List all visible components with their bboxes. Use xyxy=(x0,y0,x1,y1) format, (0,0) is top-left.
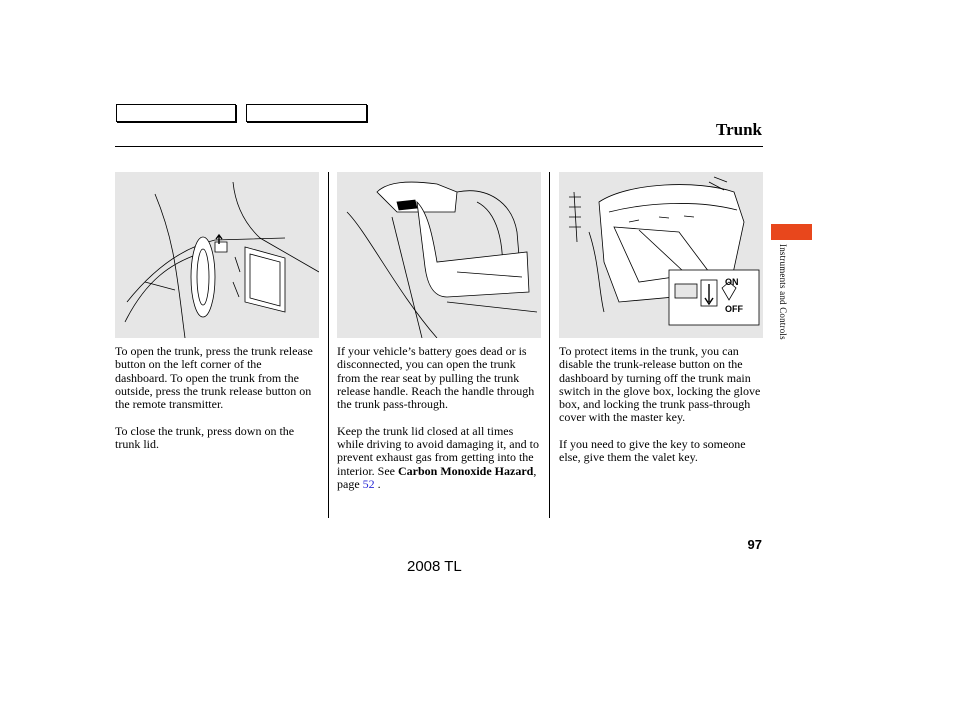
section-label: Instruments and Controls xyxy=(778,244,788,340)
page-number: 97 xyxy=(747,537,762,552)
text-column-1 xyxy=(115,345,315,465)
figure-glovebox-main-switch xyxy=(559,172,763,338)
nav-button-2[interactable] xyxy=(246,104,367,122)
column-divider-1 xyxy=(328,172,329,518)
carbon-monoxide-reference: Carbon Monoxide Hazard xyxy=(397,463,534,478)
switch-off-label: OFF xyxy=(725,304,743,314)
paragraph-with-reference: Keep the trunk lid closed at all times while driving to avoid damaging it, and to prevent exhaust gas from getting into the interior. See Carbon Monoxide Hazard, page 52 . xyxy=(337,423,539,491)
text-column-2 xyxy=(337,345,541,505)
paragraph: If your vehicle’s battery goes dead or is disconnected, you can open the trunk from the rear seat by pulling the trunk release handle. Reach the handle through the trunk pass-through. xyxy=(337,344,535,412)
column-divider-2 xyxy=(549,172,550,518)
text-column-3 xyxy=(559,345,763,478)
page-title: Trunk xyxy=(716,120,762,139)
paragraph: To close the trunk, press down on the trunk lid. xyxy=(115,423,295,452)
switch-on-label: ON xyxy=(725,277,739,287)
section-tab[interactable] xyxy=(771,224,812,240)
paragraph: To open the trunk, press the trunk release button on the left corner of the dashboard. To open the trunk from the outside, press the trunk release button on the remote transmitter. xyxy=(115,344,313,412)
footer-model: 2008 TL xyxy=(407,558,462,575)
paragraph: To protect items in the trunk, you can disable the trunk-release button on the dashboard by turning off the trunk main switch in the glove box, locking the glove box, and locking the trunk pass-through cover with the master key. xyxy=(559,344,761,425)
figure-dashboard-trunk-button xyxy=(115,172,319,338)
paragraph: If you need to give the key to someone else, give them the valet key. xyxy=(559,437,746,465)
figure-rear-seat-release-handle xyxy=(337,172,541,338)
nav-button-1[interactable] xyxy=(116,104,236,122)
title-rule xyxy=(115,146,763,147)
page-link-52[interactable]: 52 xyxy=(362,476,375,491)
